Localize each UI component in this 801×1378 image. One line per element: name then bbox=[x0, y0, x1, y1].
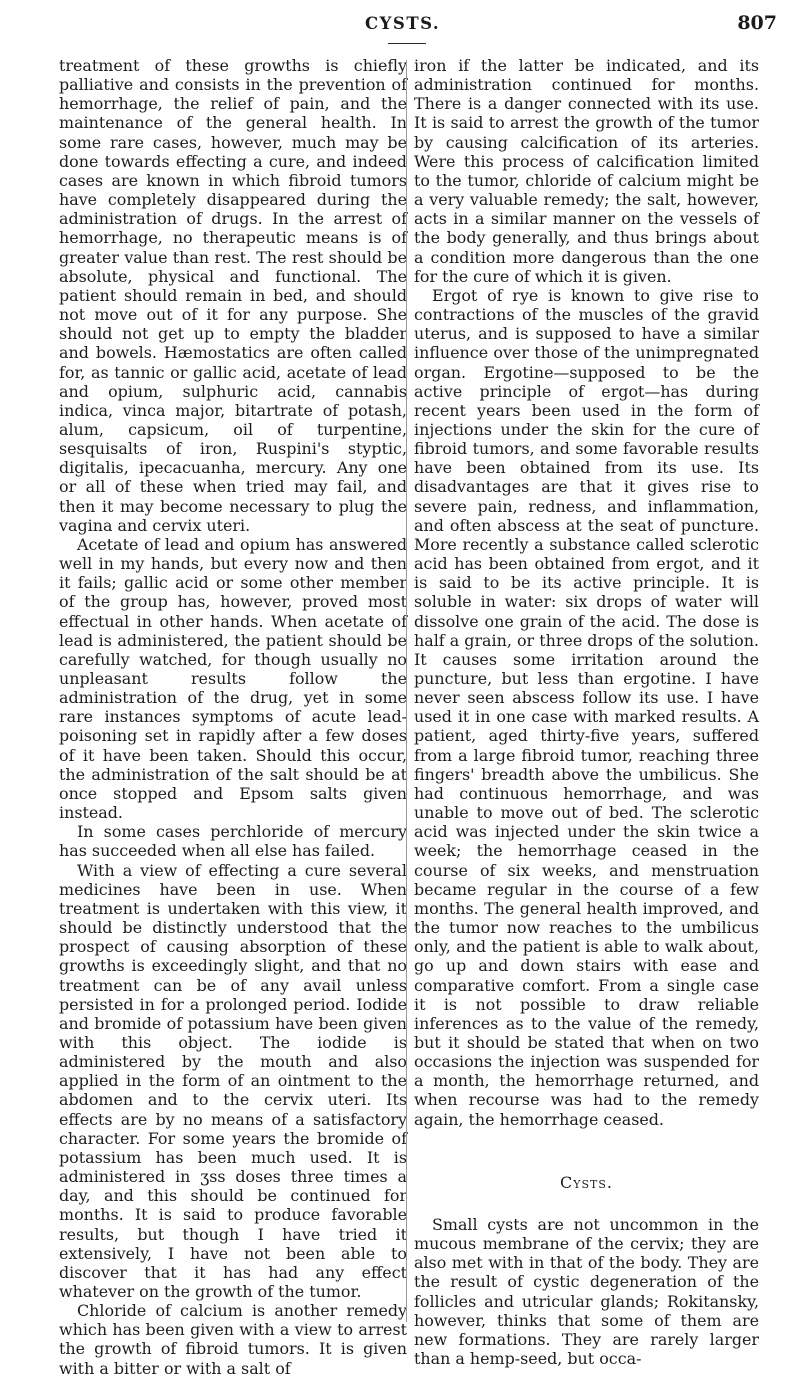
paragraph: Acetate of lead and opium has answered well in my hands, but every now and then it fails; gallic acid or some other member of the group has, however, proved most effectual in other hands. When acetate of lead is administered, the patient should be carefully watched, for though usually no unpleasant results follow the administration of the drug, yet in some rare instances symptoms of acute lead-poisoning set in rapidly after a few doses of it have been taken. Should this occur, the administration of the salt should be at once stopped and Epsom salts given instead. bbox=[59, 534, 407, 823]
paragraph: Ergot of rye is known to give rise to contractions of the muscles of the gravid uterus, and is supposed to have a similar influence over those of the unimpregnated organ. Ergotine—supposed to be the active principle of ergot—has during recent years been used in the form of injections under the skin for the cure of fibroid tumors, and some favorable results have been obtained from its use. Its disadvantages are that it gives rise to severe pain, redness, and inflammation, and often abscess at the seat of puncture. More recently a substance called sclerotic acid has been obtained from ergot, and it is said to be its active principle. It is soluble in water: six drops of water will dissolve one grain of the acid. The dose is half a grain, or three drops of the solution. It causes some irritation around the puncture, but less than ergotine. I have never seen abscess follow its use. I have used it in one case with marked results. A patient, aged thirty-five years, suffered from a large fibroid tumor, reaching three fingers' breadth above the umbilicus. She had continuous hemorrhage, and was unable to move out of bed. The sclerotic acid was injected under the skin twice a week; the hemorrhage ceased in the course of six weeks, and menstruation became regular in the course of a few months. The general health improved, and the tumor now reaches to the umbilicus only, and the patient is able to walk about, go up and down stairs with ease and comparative comfort. From a single case it is not possible to draw reliable inferences as to the value of the remedy, but it should be stated that when on two occasions the injection was suspended for a month, the hemorrhage returned, and when recourse was had to the remedy again, the hemorrhage ceased. bbox=[414, 285, 759, 1129]
paragraph: With a view of effecting a cure several medicines have been in use. When treatment is undertaken with this view, it should be distinctly understood that the prospect of causing absorption of these growths is exceedingly slight, and that no treatment can be of any avail unless persisted in for a prolonged period. Iodide and bromide of potassium have been given with this object. The iodide is administered by the mouth and also applied in the form of an ointment to the abdomen and to the cervix uteri. Its effects are by no means of a satisfactory character. For some years the bromide of potassium has been much used. It is administered in ʒss doses three times a day, and this should be continued for months. It is said to produce favorable results, but though I have tried it extensively, I have not been able to discover that it has had any effect whatever on the growth of the tumor. bbox=[59, 860, 407, 1301]
running-head: CYSTS. bbox=[365, 14, 441, 33]
column-divider bbox=[406, 60, 407, 1322]
header-rule bbox=[388, 43, 426, 44]
left-column bbox=[59, 56, 407, 1378]
paragraph: treatment of these growths is chiefly palliative and consists in the prevention of hemorrhage, the relief of pain, and the maintenance of the general health. In some rare cases, however, much may be done towards effecting a cure, and indeed cases are known in which fibroid tumors have completely disappeared during the administration of drugs. In the arrest of hemorrhage, no therapeutic means is of greater value than rest. The rest should be absolute, physical and functional. The patient should remain in bed, and should not move out of it for any purpose. She should not get up to empty the bladder and bowels. Hæmostatics are often called for, as tannic or gallic acid, acetate of lead and opium, sulphuric acid, cannabis indica, vinca major, bitartrate of potash, alum, capsicum, oil of turpentine, sesquisalts of iron, Ruspini's styptic, digitalis, ipecacuanha, mercury. Any one or all of these when tried may fail, and then it may become necessary to plug the vagina and cervix uteri. bbox=[59, 56, 407, 535]
section-heading: Cysts. bbox=[560, 1172, 613, 1192]
right-column bbox=[414, 56, 759, 1368]
paragraph: Small cysts are not uncommon in the mucous membrane of the cervix; they are also met with in that of the body. They are the result of cystic degeneration of the follicles and utricular glands; Rokitansky, however, thinks that some of them are new formations. They are rarely larger than a hemp-seed, but occa- bbox=[414, 1214, 759, 1368]
paragraph: Chloride of calcium is another remedy which has been given with a view to arrest the growth of fibroid tumors. It is given with a bitter or with a salt of bbox=[59, 1301, 407, 1378]
page-number: 807 bbox=[737, 12, 777, 34]
paragraph: iron if the latter be indicated, and its administration continued for months. There is a danger connected with its use. It is said to arrest the growth of the tumor by causing calcification of its arteries. Were this process of calcification limited to the tumor, chloride of calcium might be a very valuable remedy; the salt, however, acts in a similar manner on the vessels of the body generally, and thus brings about a condition more dangerous than the one for the cure of which it is given. bbox=[414, 56, 759, 286]
page-header bbox=[0, 6, 801, 40]
paragraph: In some cases perchloride of mercury has succeeded when all else has failed. bbox=[59, 822, 407, 861]
